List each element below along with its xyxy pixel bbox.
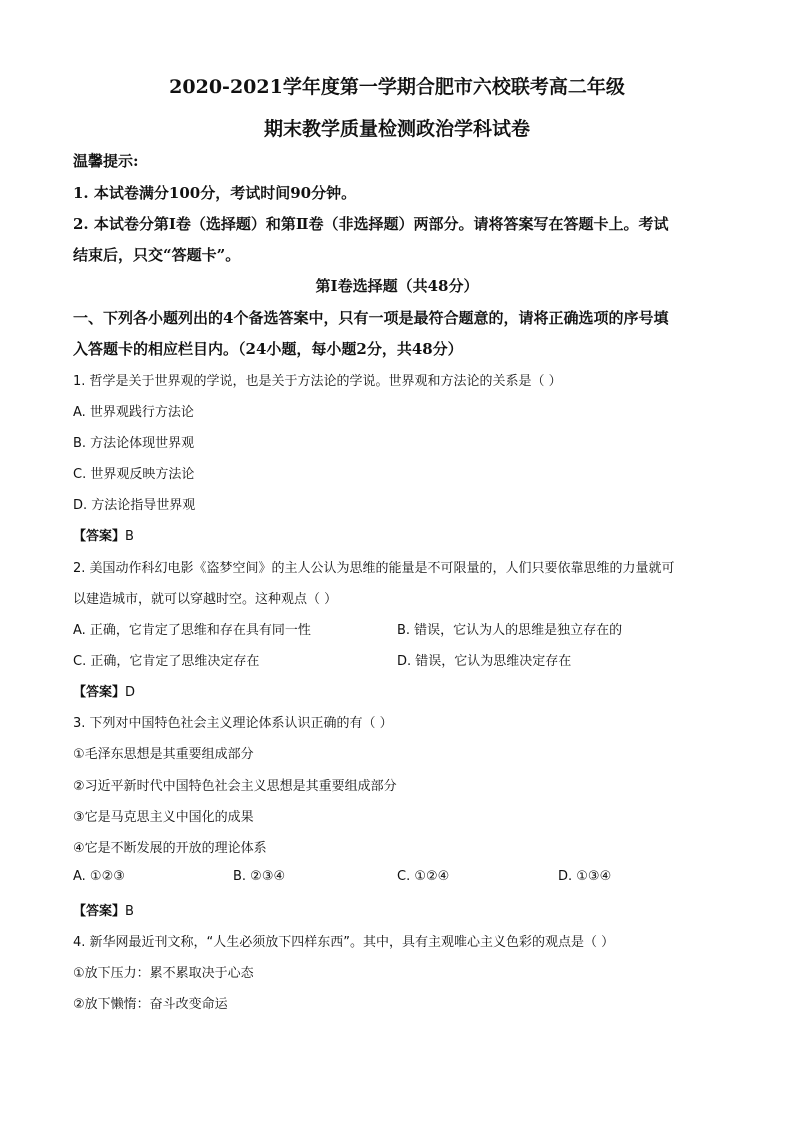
question-3-item-3: ③它是马克思主义中国化的成果: [73, 810, 254, 825]
question-4-stem: 4. 新华网最近刊文称，“人生必须放下四样东西”。其中，具有主观唯心主义色彩的观点是（ ）: [73, 935, 615, 950]
question-2-stem-line2: 以建造城市，就可以穿越时空。这种观点（ ）: [73, 592, 338, 607]
question-1-option-d: D. 方法论指导世界观: [73, 498, 196, 513]
question-1-option-c: C. 世界观反映方法论: [73, 467, 195, 482]
answer-value: B: [125, 904, 134, 919]
question-2-option-a: A. 正确，它肯定了思维和存在具有同一性: [73, 623, 311, 638]
question-4-item-1: ①放下压力：累不累取决于心态: [73, 966, 254, 981]
question-3-option-c: C. ①②④: [397, 869, 450, 884]
question-2-answer: [73, 681, 135, 700]
notice-heading: 温馨提示:: [73, 152, 139, 170]
exam-title-line1: 2020-2021学年度第一学期合肥市六校联考高二年级: [169, 76, 625, 98]
answer-value: D: [125, 685, 136, 700]
question-3-option-b: B. ②③④: [233, 869, 286, 884]
section-title: 第Ⅰ卷选择题（共48分）: [315, 277, 479, 295]
question-2-option-c: C. 正确，它肯定了思维决定存在: [73, 654, 260, 669]
question-3-item-2: ②习近平新时代中国特色社会主义思想是其重要组成部分: [73, 779, 397, 794]
question-1-stem: 1. 哲学是关于世界观的学说，也是关于方法论的学说。世界观和方法论的关系是（ ）: [73, 374, 562, 389]
answer-label: 【答案】: [73, 685, 126, 700]
question-2-option-b: B. 错误，它认为人的思维是独立存在的: [397, 623, 623, 638]
notice-item-1: 1. 本试卷满分100分，考试时间90分钟。: [73, 184, 357, 202]
notice-item-2-line1: 2. 本试卷分第Ⅰ卷（选择题）和第Ⅱ卷（非选择题）两部分。请将答案写在答题卡上。考试: [73, 215, 669, 233]
question-2-stem-line1: 2. 美国动作科幻电影《盗梦空间》的主人公认为思维的能量是不可限量的，人们只要依靠思维的力量就可: [73, 561, 675, 576]
section-instruction-line1: 一、下列各小题列出的4个备选答案中，只有一项是最符合题意的，请将正确选项的序号填: [73, 309, 669, 327]
question-3-answer: [73, 900, 134, 919]
question-3-item-1: ①毛泽东思想是其重要组成部分: [73, 747, 254, 762]
question-3-option-a: A. ①②③: [73, 869, 125, 884]
question-1-option-b: B. 方法论体现世界观: [73, 436, 195, 451]
notice-item-2-line2: 结束后，只交“答题卡”。: [73, 246, 241, 264]
question-1-answer: [73, 525, 134, 544]
answer-value: B: [125, 529, 134, 544]
answer-label: 【答案】: [73, 529, 126, 544]
question-3-item-4: ④它是不断发展的开放的理论体系: [73, 841, 267, 856]
question-4-item-2: ②放下懒惰：奋斗改变命运: [73, 997, 228, 1012]
question-1-option-a: A. 世界观践行方法论: [73, 405, 194, 420]
section-instruction-line2: 入答题卡的相应栏目内。（24小题，每小题2分，共48分）: [73, 340, 463, 358]
answer-label: 【答案】: [73, 904, 126, 919]
question-3-option-d: D. ①③④: [558, 869, 612, 884]
exam-title-line2: 期末教学质量检测政治学科试卷: [263, 118, 530, 140]
question-2-option-d: D. 错误，它认为思维决定存在: [397, 654, 572, 669]
question-3-stem: 3. 下列对中国特色社会主义理论体系认识正确的有（ ）: [73, 716, 393, 731]
